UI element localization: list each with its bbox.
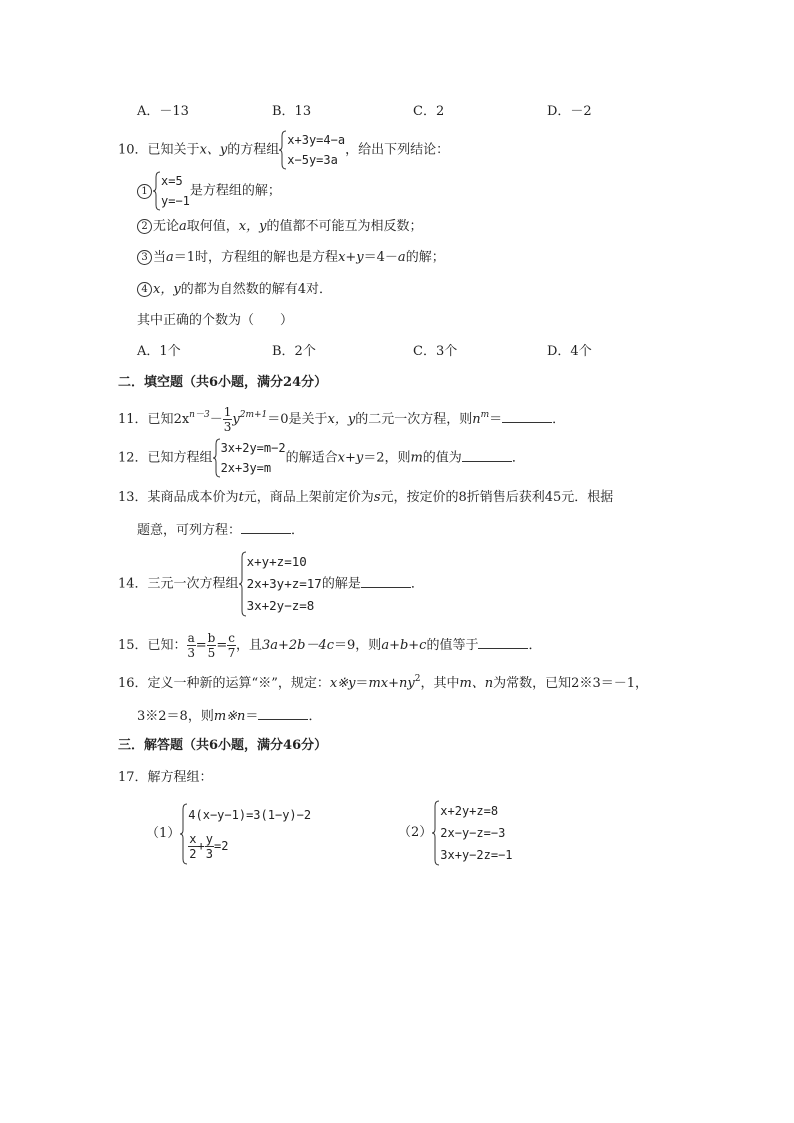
equation-system xyxy=(180,803,311,865)
section-heading: 二．填空题（共6小题，满分24分） xyxy=(118,375,328,390)
text: 无论 xyxy=(153,219,180,234)
q9-option-d: D．－2 xyxy=(547,104,592,119)
q10-stem xyxy=(118,130,449,170)
q16-line1 xyxy=(118,673,648,692)
variable: m xyxy=(410,450,423,466)
text: ＝9，则 xyxy=(334,638,382,653)
variable: x，y xyxy=(153,282,181,297)
circled-number: 3 xyxy=(137,250,152,265)
text: ，且 xyxy=(235,638,262,653)
text: 的都为自然数的解有4对． xyxy=(180,282,332,297)
brace-icon xyxy=(279,130,287,170)
q14 xyxy=(118,551,424,617)
equation: 2x+3y=m xyxy=(220,461,272,475)
variable: a xyxy=(166,250,174,265)
text: 的值都不可能互为相反数； xyxy=(266,219,423,234)
fraction xyxy=(227,631,236,660)
math: 2x xyxy=(173,412,190,427)
brace-icon xyxy=(153,171,161,211)
text: 元，商品上架前定价为 xyxy=(243,490,374,505)
text: ＝2，则 xyxy=(363,450,411,466)
answer-blank[interactable] xyxy=(241,521,291,534)
numerator: x xyxy=(189,832,197,846)
variable: x，y xyxy=(238,219,267,234)
equation: x+2y+z=8 xyxy=(440,804,499,818)
q10-option-c: C．3个 xyxy=(413,344,458,359)
text: 已知 xyxy=(147,412,174,427)
brace-icon xyxy=(239,551,247,617)
numerator: y xyxy=(205,832,213,846)
brace-icon xyxy=(213,438,221,478)
equation: x=5 xyxy=(161,174,183,188)
variable: x+y xyxy=(337,450,364,466)
numerator: 1 xyxy=(223,405,232,419)
numerator: c xyxy=(228,631,235,645)
q15: 15．已知： $\frac{a}{3}$ = $\frac{b}{5}$ = $\frac{c}{7}$ ，且3a+2b－4c＝9，则a+b+c的值等于 ． xyxy=(118,631,542,660)
text: 三元一次方程组 xyxy=(147,576,239,592)
equation-system xyxy=(153,171,190,211)
equation: y=−1 xyxy=(161,194,190,208)
text: 取何值， xyxy=(186,219,239,234)
equation: 3x+2y=m−2 xyxy=(220,441,286,455)
q17-part1 xyxy=(146,803,311,865)
part-label: （2） xyxy=(398,825,433,840)
variable: x，y xyxy=(327,412,356,427)
variable: a+b+c xyxy=(381,638,427,653)
denominator: 3 xyxy=(187,646,195,660)
exponent: n－3 xyxy=(189,409,210,420)
text: ＝1时，方程组的解也是方程 xyxy=(173,250,339,265)
q10-ask: 其中正确的个数为（ ） xyxy=(137,313,294,328)
equation: 4(x−y−1)=3(1−y)−2 xyxy=(188,808,312,822)
q17-part2 xyxy=(398,800,513,866)
text: 某商品成本价为 xyxy=(147,490,239,505)
fraction xyxy=(207,631,217,660)
denominator: 2 xyxy=(189,847,197,861)
denominator: 7 xyxy=(227,646,236,660)
text: 解方程组： xyxy=(147,770,213,785)
part-label: （1） xyxy=(146,826,181,841)
q10-option-a: A．1个 xyxy=(137,344,181,359)
q10-option-d: D．4个 xyxy=(547,344,592,359)
exponent: 2m+1 xyxy=(239,409,268,420)
equation: 3x+2y−z=8 xyxy=(246,598,315,613)
text: ＝ xyxy=(245,709,259,724)
question-number: 17． xyxy=(118,770,148,785)
q9-option-a: A．－13 xyxy=(137,104,189,119)
text: 为常数，已知2※3＝－1， xyxy=(493,676,648,691)
q11 xyxy=(118,405,565,434)
q10-conclusion-3 xyxy=(137,250,445,266)
text: ＝ xyxy=(489,412,503,427)
variable: x※y xyxy=(329,676,356,691)
q17-title xyxy=(118,770,213,786)
variable: y xyxy=(232,412,240,427)
equation-system xyxy=(279,130,345,170)
variable: a xyxy=(397,250,406,265)
q10-conclusion-4 xyxy=(137,282,332,298)
text: － xyxy=(209,412,223,427)
section-heading: 三．解答题（共6小题，满分46分） xyxy=(118,738,328,753)
text: ． xyxy=(511,450,525,466)
q16-line2 xyxy=(137,707,321,725)
q9-option-c: C．2 xyxy=(413,104,445,119)
question-number: 15． xyxy=(118,638,148,653)
variable: m、n xyxy=(459,676,494,691)
text: ，其中 xyxy=(420,676,460,691)
text: 是方程组的解； xyxy=(189,183,281,199)
equation-system xyxy=(213,438,286,478)
variable: t xyxy=(238,490,244,505)
text: 的解是 xyxy=(321,576,361,592)
text: 的值为 xyxy=(422,450,462,466)
q12 xyxy=(118,438,525,478)
answer-blank[interactable] xyxy=(361,575,411,588)
question-number: 14． xyxy=(118,576,148,592)
question-number: 13． xyxy=(118,490,148,505)
text: 当 xyxy=(153,250,167,265)
equation xyxy=(188,827,311,865)
brace-icon xyxy=(180,803,188,865)
denominator: 3 xyxy=(205,847,213,861)
circled-number: 4 xyxy=(137,282,152,297)
q13-line2 xyxy=(137,521,304,539)
text: 的方程组 xyxy=(227,142,280,158)
text: 的解适合 xyxy=(285,450,338,466)
answer-blank[interactable] xyxy=(462,449,512,462)
text: 已知方程组 xyxy=(147,450,213,466)
text: 3※2＝8，则 xyxy=(137,709,214,724)
equation-system xyxy=(239,551,322,617)
text: ． xyxy=(528,638,542,653)
text: 题意，可列方程： xyxy=(137,523,242,538)
exponent: 2 xyxy=(414,673,421,684)
denominator: 3 xyxy=(223,420,232,434)
numerator: b xyxy=(207,631,216,645)
variable: a xyxy=(179,219,187,234)
fraction xyxy=(205,832,214,861)
question-number: 11． xyxy=(118,412,148,427)
variable: s xyxy=(373,490,381,505)
fraction xyxy=(187,631,196,660)
exponent: m xyxy=(480,409,490,420)
text: ＝0是关于 xyxy=(267,412,328,427)
variable: mx+ny xyxy=(368,676,415,691)
question-number: 10． xyxy=(118,142,148,158)
equation: x+3y=4−a xyxy=(287,133,346,147)
variable: 3a+2b－4c xyxy=(261,638,335,653)
question-number: 16． xyxy=(118,676,148,691)
q9-option-b: B．13 xyxy=(272,104,312,119)
text: 已知： xyxy=(147,638,187,653)
answer-blank[interactable] xyxy=(478,636,528,649)
equation: 2x+3y+z=17 xyxy=(246,576,322,591)
text: ＝4－ xyxy=(363,250,398,265)
circled-number: 2 xyxy=(137,219,152,234)
text: ． xyxy=(291,523,305,538)
equation: x−5y=3a xyxy=(287,153,338,167)
equation: 3x+y−2z=−1 xyxy=(440,848,513,862)
q10-option-b: B．2个 xyxy=(272,344,316,359)
text: 已知关于 xyxy=(147,142,200,158)
variable: x、y xyxy=(199,142,228,158)
text: 的值等于 xyxy=(426,638,479,653)
fraction xyxy=(188,832,197,861)
fraction xyxy=(223,405,233,434)
text: ＝ xyxy=(355,676,369,691)
equation-system xyxy=(432,800,512,866)
variable: n xyxy=(472,412,481,427)
q10-conclusion-1 xyxy=(137,171,281,211)
q10-conclusion-2 xyxy=(137,219,423,235)
text: ． xyxy=(410,576,424,592)
numerator: a xyxy=(187,631,195,645)
denominator: 5 xyxy=(207,646,216,660)
text: 元，按定价的8折销售后获利45元．根据 xyxy=(380,490,614,505)
text: ． xyxy=(552,412,566,427)
text: 的解； xyxy=(405,250,445,265)
variable: m※n xyxy=(213,709,246,724)
rhs: =2 xyxy=(213,839,229,853)
text: ． xyxy=(308,709,322,724)
q13-line1 xyxy=(118,490,613,506)
text: 的二元一次方程，则 xyxy=(355,412,473,427)
circled-number: 1 xyxy=(137,184,152,199)
equation: x+y+z=10 xyxy=(246,554,307,569)
question-number: 12． xyxy=(118,450,148,466)
answer-blank[interactable] xyxy=(502,410,552,423)
brace-icon xyxy=(432,800,440,866)
operator: + xyxy=(197,839,205,853)
answer-blank[interactable] xyxy=(258,707,308,720)
variable: x+y xyxy=(338,250,364,265)
equation: 2x−y−z=−3 xyxy=(440,826,506,840)
text: ，给出下列结论： xyxy=(345,142,450,158)
text: 定义一种新的运算“※”，规定： xyxy=(147,676,330,691)
